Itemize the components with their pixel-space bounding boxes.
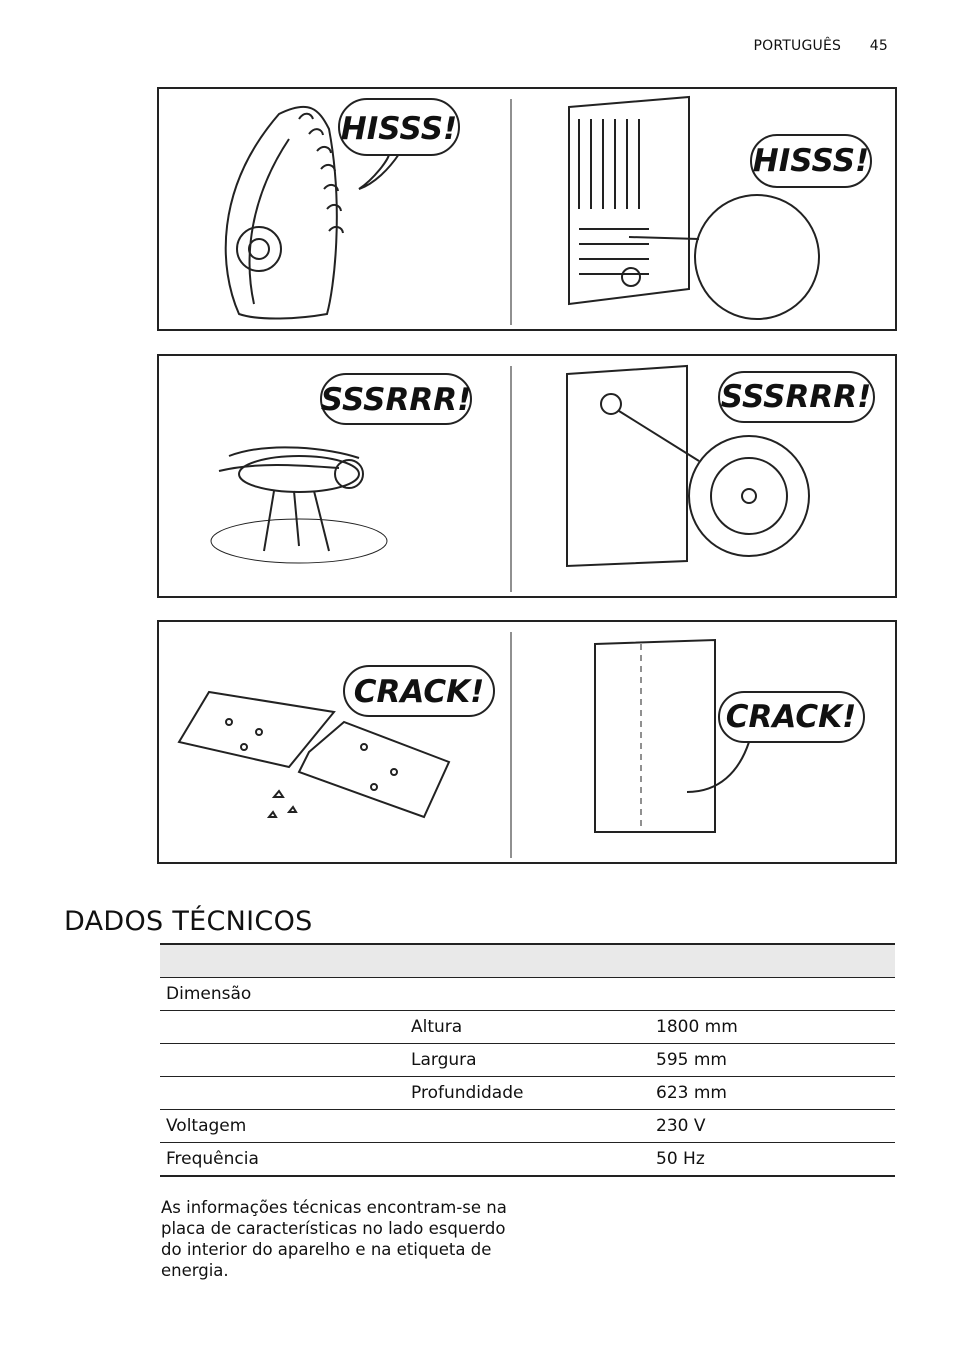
noise-panel-hiss — [157, 87, 897, 331]
table-cell — [160, 1077, 405, 1110]
table-cell — [405, 978, 650, 1011]
iron-illustration — [226, 107, 343, 319]
table-cell: Frequência — [160, 1143, 405, 1177]
table-cell: Profundidade — [405, 1077, 650, 1110]
bubble-text-right: SSSRRR! — [720, 379, 872, 415]
table-cell: 50 Hz — [650, 1143, 895, 1177]
table-row — [160, 1077, 895, 1110]
table-cell: Altura — [405, 1011, 650, 1044]
table-row — [160, 1044, 895, 1077]
table-cell — [160, 1011, 405, 1044]
table-cell: 623 mm — [650, 1077, 895, 1110]
fly-illustration — [211, 447, 387, 563]
table-cell — [405, 944, 650, 978]
table-cell: Dimensão — [160, 978, 405, 1011]
table-cell — [650, 944, 895, 978]
fridge-coil-illustration — [569, 97, 819, 319]
noise-panel-buzz — [157, 354, 897, 598]
page-number: 45 — [869, 38, 888, 54]
technical-data-table — [160, 943, 895, 1177]
section-title: DADOS TÉCNICOS — [64, 906, 313, 938]
table-cell — [160, 944, 405, 978]
bubble-text-right: HISSS! — [752, 143, 870, 179]
noise-panel-crack — [157, 620, 897, 864]
table-row — [160, 1143, 895, 1177]
table-cell: Largura — [405, 1044, 650, 1077]
table-cell — [405, 1143, 650, 1177]
table-row — [160, 1110, 895, 1143]
table-row — [160, 944, 895, 978]
fridge-illustration — [595, 640, 749, 832]
table-cell — [160, 1044, 405, 1077]
bubble-text-left: SSSRRR! — [320, 382, 472, 418]
table-cell: 1800 mm — [650, 1011, 895, 1044]
technical-note: As informações técnicas encontram-se na placa de características no lado esquerdo do interior do aparelho e na etiqueta de energia. — [161, 1197, 507, 1280]
table-cell: Voltagem — [160, 1110, 405, 1143]
page-header — [754, 38, 888, 54]
table-row — [160, 978, 895, 1011]
table-cell: 595 mm — [650, 1044, 895, 1077]
table-cell: 230 V — [650, 1110, 895, 1143]
table-cell — [405, 1110, 650, 1143]
table-row — [160, 1011, 895, 1044]
bubble-text-left: CRACK! — [353, 674, 485, 710]
table-cell — [650, 978, 895, 1011]
bubble-text-left: HISSS! — [340, 111, 458, 147]
bubble-text-right: CRACK! — [725, 699, 857, 735]
language-label: PORTUGUÊS — [753, 38, 842, 54]
